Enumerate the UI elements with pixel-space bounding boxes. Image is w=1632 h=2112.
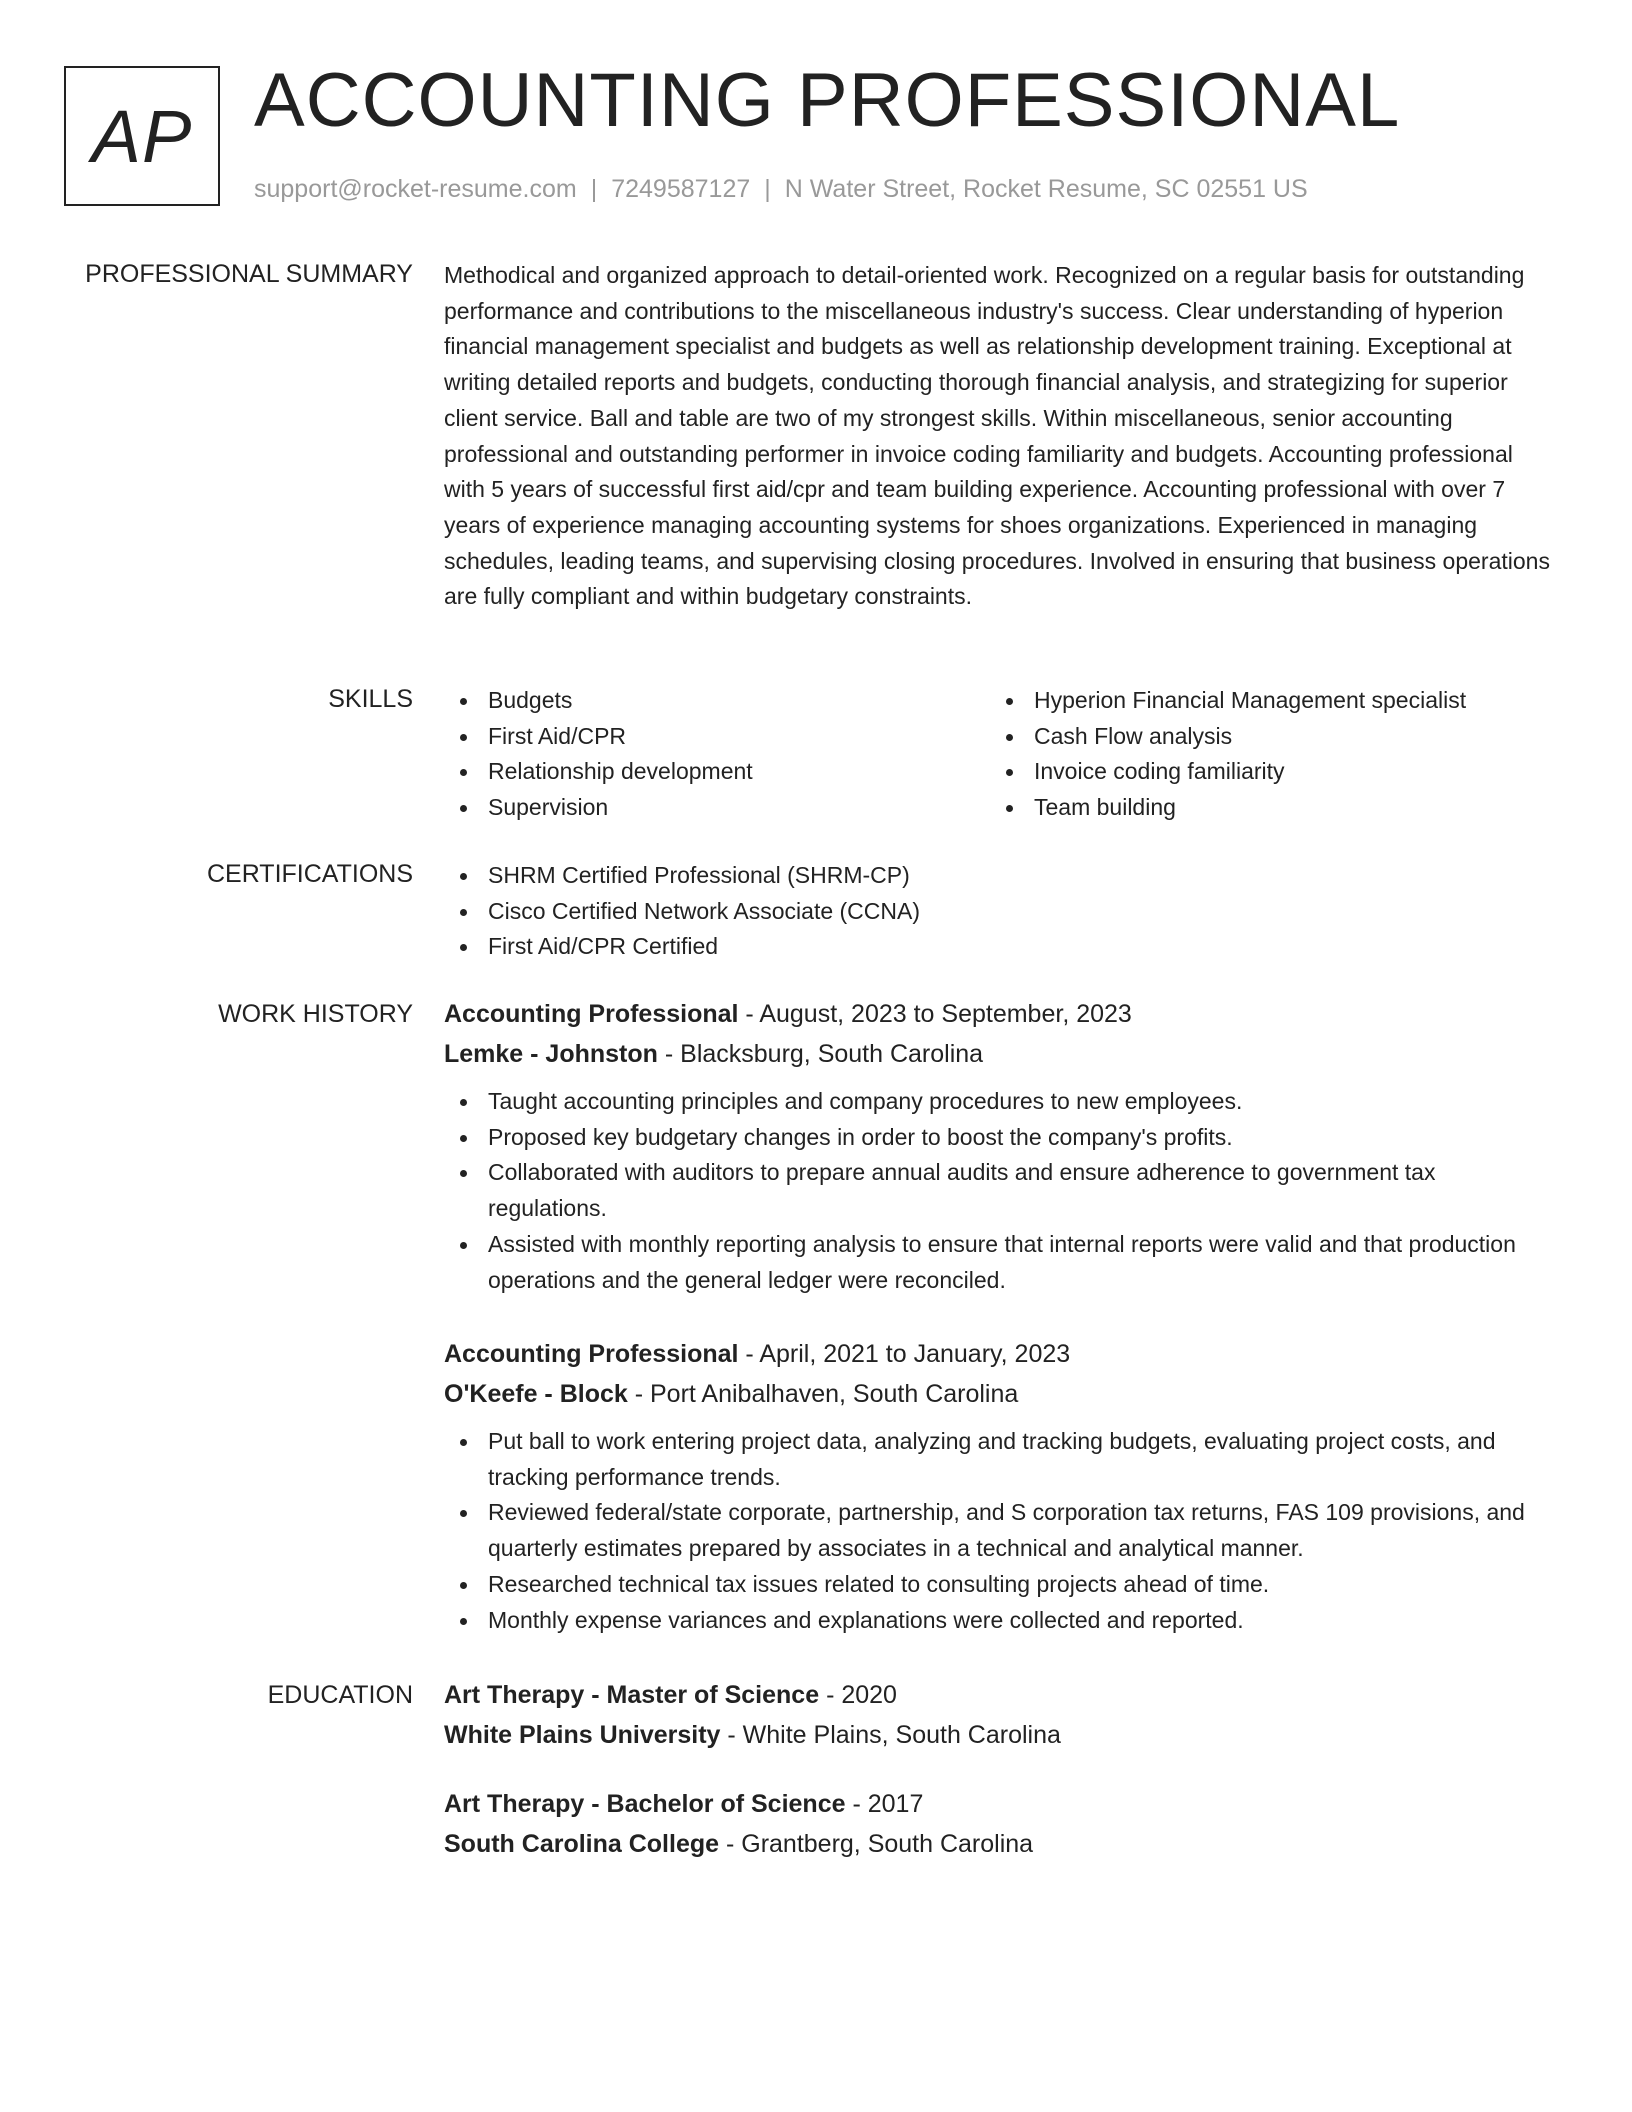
degree-year: - 2017 <box>845 1790 924 1818</box>
list-item: Cisco Certified Network Associate (CCNA) <box>444 894 1556 930</box>
job-entry <box>444 994 1556 1298</box>
job-duties-list <box>444 1084 1556 1298</box>
job-company-line <box>444 1374 1556 1414</box>
list-item: Taught accounting principles and company procedures to new employees. <box>444 1084 1556 1120</box>
school: White Plains University <box>444 1721 721 1749</box>
list-item: Budgets <box>444 683 990 719</box>
list-item: Monthly expense variances and explanations were collected and reported. <box>444 1603 1556 1639</box>
summary-text: Methodical and organized approach to detail-oriented work. Recognized on a regular basis for outstanding performance and contributions to the miscellaneous industry's success. Clear understanding of hyperion financial management specialist and budgets as well as relationship development training. Exceptional at writing detailed reports and budgets, conducting thorough financial analysis, and strategizing for superior client service. Ball and table are two of my strongest skills. Within miscellaneous, senior accounting professional and outstanding performer in invoice coding familiarity and budgets. Accounting professional with 5 years of successful first aid/cpr and team building experience. Accounting professional with over 7 years of experience managing accounting systems for shoes organizations. Experienced in managing schedules, leading teams, and supervising closing procedures. Involved in ensuring that business operations are fully compliant and within budgetary constraints. <box>444 262 1550 610</box>
list-item: Cash Flow analysis <box>990 719 1536 755</box>
certifications-heading: CERTIFICATIONS <box>206 860 413 888</box>
job-location: - Blacksburg, South Carolina <box>657 1040 984 1068</box>
job-location: - Port Anibalhaven, South Carolina <box>627 1380 1019 1408</box>
list-item: First Aid/CPR <box>444 719 990 755</box>
job-title: Accounting Professional <box>444 1000 739 1028</box>
list-item: Reviewed federal/state corporate, partnership, and S corporation tax returns, FAS 109 provisions, and quarterly estimates prepared by associates in a technical and analytical manner. <box>444 1495 1556 1566</box>
certifications-body <box>444 858 1556 965</box>
list-item: Relationship development <box>444 754 990 790</box>
education-heading: EDUCATION <box>267 1681 413 1709</box>
job-company-line <box>444 1034 1556 1074</box>
school-line <box>444 1824 1556 1864</box>
degree-year: - 2020 <box>819 1681 897 1709</box>
degree-line <box>444 1675 1556 1715</box>
job-entry <box>444 1334 1556 1638</box>
monogram-box <box>64 66 220 206</box>
certifications-list <box>444 858 1556 965</box>
list-item: Hyperion Financial Management specialist <box>990 683 1536 719</box>
skills-heading: SKILLS <box>328 685 413 713</box>
school: South Carolina College <box>444 1830 720 1858</box>
candidate-name: ACCOUNTING PROFESSIONAL <box>254 58 1401 143</box>
job-company: Lemke - Johnston <box>444 1040 658 1068</box>
list-item: Proposed key budgetary changes in order to boost the company's profits. <box>444 1120 1556 1156</box>
list-item: Collaborated with auditors to prepare annual audits and ensure adherence to government tax regulations. <box>444 1155 1556 1226</box>
skills-columns <box>444 683 1556 826</box>
list-item: Researched technical tax issues related to consulting projects ahead of time. <box>444 1567 1556 1603</box>
job-duties-list <box>444 1424 1556 1638</box>
degree: Art Therapy - Master of Science <box>444 1681 820 1709</box>
work-history-heading: WORK HISTORY <box>218 1000 413 1028</box>
list-item: First Aid/CPR Certified <box>444 929 1556 965</box>
contact-separator: | <box>590 175 598 203</box>
school-location: - White Plains, South Carolina <box>720 1721 1061 1749</box>
skills-list-left <box>444 683 990 826</box>
summary-body <box>444 258 1556 615</box>
list-item: Assisted with monthly reporting analysis to ensure that internal reports were valid and that production operations and the general ledger were reconciled. <box>444 1227 1556 1298</box>
skills-body <box>444 683 1556 826</box>
list-item: Put ball to work entering project data, analyzing and tracking budgets, evaluating project costs, and tracking performance trends. <box>444 1424 1556 1495</box>
job-company: O'Keefe - Block <box>444 1380 628 1408</box>
contact-email[interactable]: support@rocket-resume.com <box>254 175 577 203</box>
list-item: Supervision <box>444 790 990 826</box>
summary-heading: PROFESSIONAL SUMMARY <box>85 260 413 288</box>
list-item: Team building <box>990 790 1536 826</box>
job-title-line <box>444 994 1556 1034</box>
degree: Art Therapy - Bachelor of Science <box>444 1790 846 1818</box>
degree-line <box>444 1784 1556 1824</box>
job-title-line <box>444 1334 1556 1374</box>
school-line <box>444 1715 1556 1755</box>
education-entry <box>444 1784 1556 1864</box>
job-dates: - August, 2023 to September, 2023 <box>738 1000 1132 1028</box>
contact-separator: | <box>764 175 771 203</box>
contact-phone[interactable]: 7249587127 <box>611 175 751 203</box>
skills-list-right <box>990 683 1536 826</box>
education-entry <box>444 1675 1556 1755</box>
monogram-initials: AP <box>91 94 193 178</box>
list-item: SHRM Certified Professional (SHRM-CP) <box>444 858 1556 894</box>
job-title: Accounting Professional <box>444 1340 739 1368</box>
school-location: - Grantberg, South Carolina <box>719 1830 1034 1858</box>
job-dates: - April, 2021 to January, 2023 <box>738 1340 1071 1368</box>
contact-address: N Water Street, Rocket Resume, SC 02551 US <box>784 175 1308 203</box>
list-item: Invoice coding familiarity <box>990 754 1536 790</box>
contact-line <box>254 172 1308 206</box>
